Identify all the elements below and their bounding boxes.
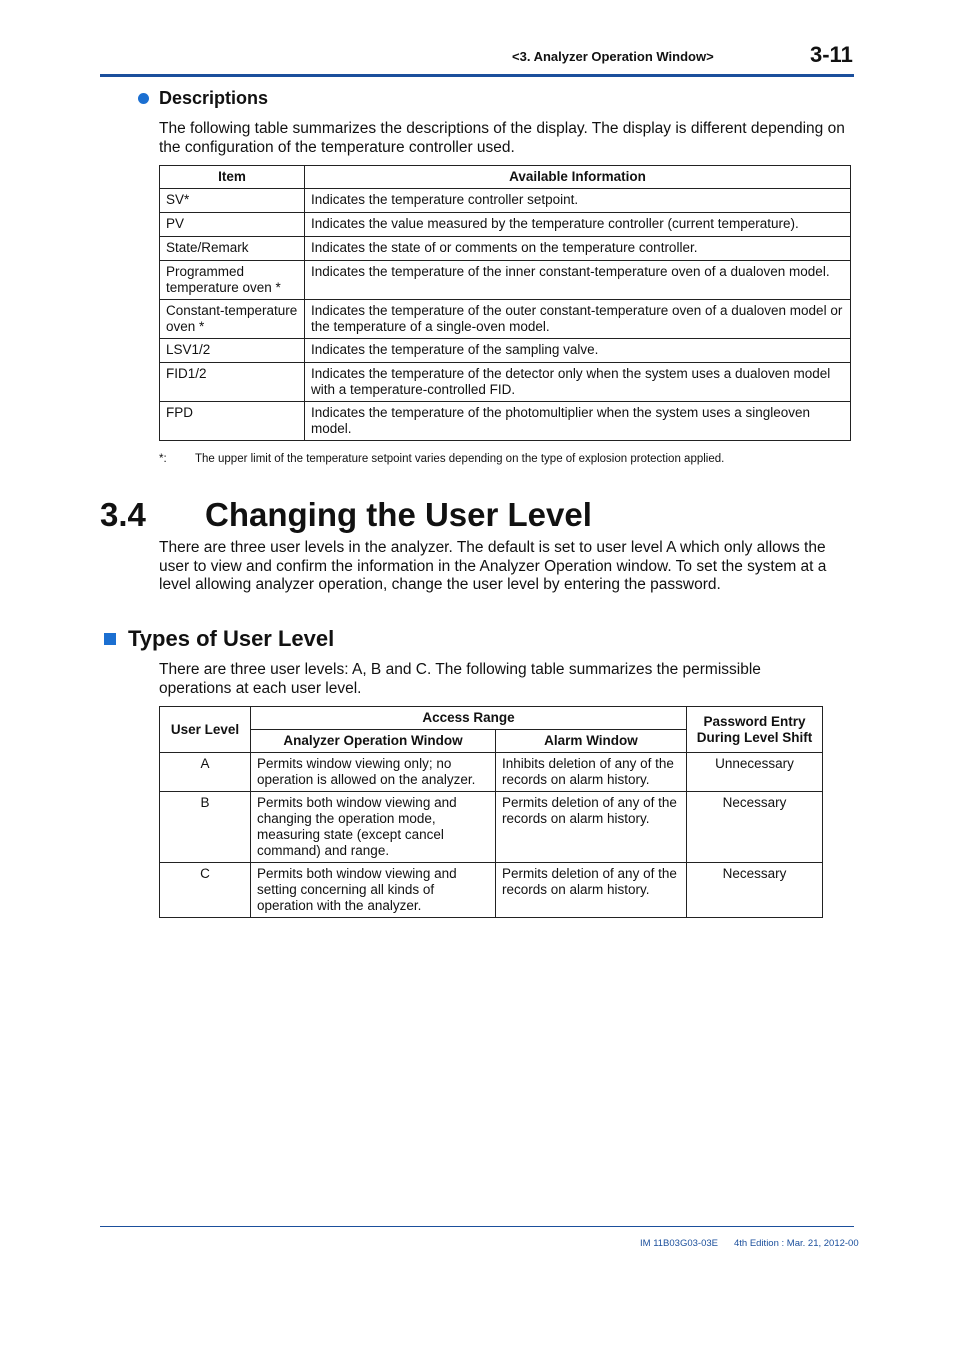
item-cell: PV [160, 213, 305, 237]
descriptions-heading-text: Descriptions [159, 88, 269, 108]
table-row [160, 213, 851, 237]
table-row [160, 753, 823, 792]
table-row [160, 339, 851, 363]
descriptions-table [159, 165, 851, 441]
footnote [159, 453, 724, 465]
user-level-cell: B [160, 792, 251, 863]
table-row [160, 300, 851, 339]
aow-cell: Permits window viewing only; no operation is allowed on the analyzer. [251, 753, 496, 792]
doc-id: IM 11B03G03-03E [640, 1238, 718, 1249]
user-level-cell: A [160, 753, 251, 792]
header-access-range: Access Range [251, 707, 687, 730]
aow-cell: Permits both window viewing and changing the operation mode, measuring state (except cancel command) and range. [251, 792, 496, 863]
user-level-table [159, 706, 823, 918]
square-bullet-icon [104, 633, 116, 645]
info-cell: Indicates the temperature of the sampling valve. [305, 339, 851, 363]
footer [640, 1238, 859, 1249]
header-alarm-window: Alarm Window [496, 730, 687, 753]
footer-rule [100, 1226, 854, 1227]
info-cell: Indicates the temperature of the detector only when the system uses a dualoven model with a temperature-controlled FID. [305, 363, 851, 402]
info-cell: Indicates the temperature of the outer constant-temperature oven of a dualoven model or the temperature of a single-oven model. [305, 300, 851, 339]
table-header-row [160, 166, 851, 189]
item-cell: LSV1/2 [160, 339, 305, 363]
table-row [160, 261, 851, 300]
footnote-text: The upper limit of the temperature setpoint varies depending on the type of explosion protection applied. [195, 453, 725, 465]
alarm-cell: Permits deletion of any of the records on alarm history. [496, 863, 687, 918]
table-row [160, 237, 851, 261]
bullet-dot-icon [138, 93, 149, 104]
table-row [160, 863, 823, 918]
item-cell: FID1/2 [160, 363, 305, 402]
table-row [160, 363, 851, 402]
header-rule [100, 74, 854, 77]
info-cell: Indicates the state of or comments on the temperature controller. [305, 237, 851, 261]
header-analyzer-operation-window: Analyzer Operation Window [251, 730, 496, 753]
password-cell: Necessary [687, 863, 823, 918]
table-row [160, 402, 851, 441]
table-row [160, 792, 823, 863]
header-item: Item [160, 166, 305, 189]
section-number: 3.4 [100, 496, 146, 533]
page-number: 3-11 [810, 42, 853, 67]
types-intro: There are three user levels: A, B and C. The following table summarizes the permissible operations at each user level. [159, 661, 761, 697]
header-available-information: Available Information [305, 166, 851, 189]
item-cell: State/Remark [160, 237, 305, 261]
item-cell: Programmed temperature oven * [160, 261, 305, 300]
item-cell: FPD [160, 402, 305, 441]
section-intro: There are three user levels in the analyzer. The default is set to user level A which only allows the user to view and confirm the information in the Analyzer Operation window. To set the system at a level allowing analyzer operation, change the user level by entering the password. [159, 539, 827, 593]
info-cell: Indicates the temperature of the photomultiplier when the system uses a singleoven model. [305, 402, 851, 441]
edition: 4th Edition : Mar. 21, 2012-00 [733, 1238, 859, 1249]
descriptions-intro: The following table summarizes the descriptions of the display. The display is different depending on the configuration of the temperature controller used. [159, 120, 845, 156]
section-heading [100, 496, 592, 534]
footnote-mark: *: [159, 453, 167, 465]
table-row [160, 189, 851, 213]
info-cell: Indicates the value measured by the temperature controller (current temperature). [305, 213, 851, 237]
header-user-level: User Level [160, 707, 251, 753]
user-level-cell: C [160, 863, 251, 918]
password-cell: Necessary [687, 792, 823, 863]
alarm-cell: Permits deletion of any of the records on alarm history. [496, 792, 687, 863]
types-heading-text: Types of User Level [128, 626, 335, 651]
aow-cell: Permits both window viewing and setting concerning all kinds of operation with the analyzer. [251, 863, 496, 918]
item-cell: SV* [160, 189, 305, 213]
info-cell: Indicates the temperature controller setpoint. [305, 189, 851, 213]
alarm-cell: Inhibits deletion of any of the records on alarm history. [496, 753, 687, 792]
types-heading [104, 626, 334, 652]
header-section-title: <3. Analyzer Operation Window> [512, 49, 714, 64]
item-cell: Constant-temperature oven * [160, 300, 305, 339]
password-cell: Unnecessary [687, 753, 823, 792]
section-title: Changing the User Level [205, 496, 592, 533]
header-password-entry: Password Entry During Level Shift [687, 707, 823, 753]
table-header-row [160, 707, 823, 730]
descriptions-heading [138, 88, 268, 109]
info-cell: Indicates the temperature of the inner constant-temperature oven of a dualoven model. [305, 261, 851, 300]
